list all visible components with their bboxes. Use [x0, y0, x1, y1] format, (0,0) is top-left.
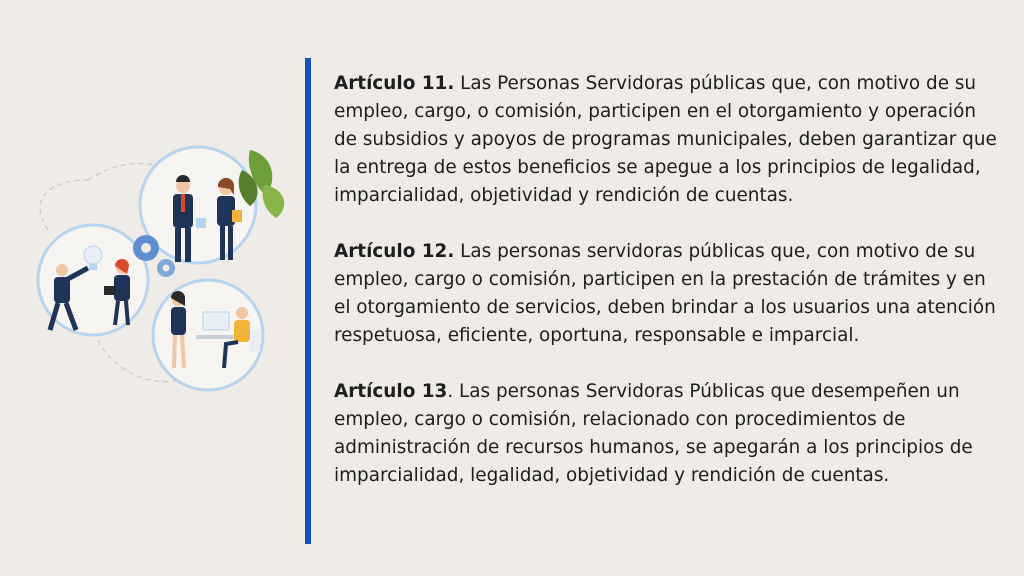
article-12 — [334, 238, 1004, 350]
teamwork-illustration-icon — [28, 140, 288, 400]
article-11 — [334, 70, 1004, 210]
teamwork-illustration — [28, 140, 288, 400]
article-title: Artículo 13 — [334, 381, 448, 402]
article-body: Las Personas Servidoras públicas que, con motivo de su empleo, cargo, o comisión, participen en el otorgamiento y operación de subsidios y apoyos de programas municipales, deben garantizar que la entrega de estos beneficios se apegue a los principios de legalidad, imparcialidad, objetividad y rendición de cuentas. — [334, 73, 997, 206]
article-body: Las personas servidoras públicas que, con motivo de su empleo, cargo o comisión, participen en la prestación de trámites y en el otorgamiento de servicios, deben brindar a los usuarios una atención respetuosa, eficiente, oportuna, responsable e imparcial. — [334, 241, 996, 346]
article-13 — [334, 378, 1004, 490]
articles-list — [334, 70, 1004, 490]
article-body: . Las personas Servidoras Públicas que desempeñen un empleo, cargo o comisión, relacionado con procedimientos de administración de recursos humanos, se apegarán a los principios de imparcialidad, legalidad, objetividad y rendición de cuentas. — [334, 381, 973, 486]
article-title: Artículo 12. — [334, 241, 455, 262]
vertical-divider — [305, 58, 311, 544]
article-title: Artículo 11. — [334, 73, 455, 94]
